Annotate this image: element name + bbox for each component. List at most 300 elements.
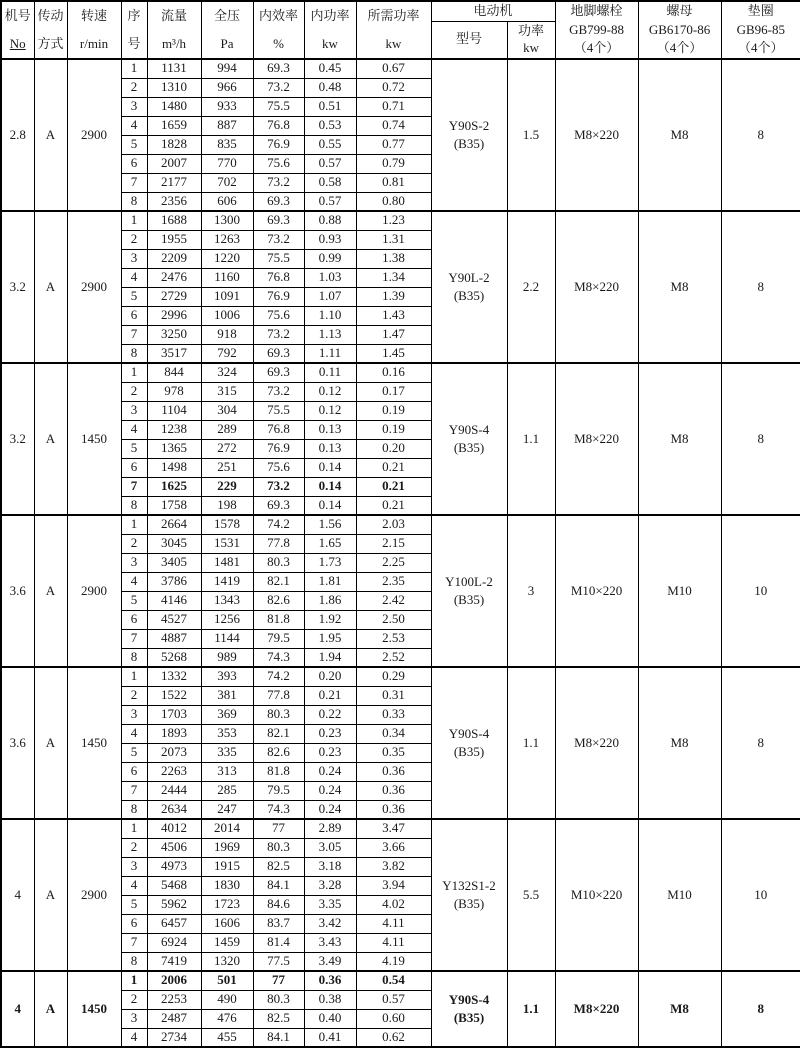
required-power-cell: 0.19 [356, 401, 431, 420]
internal-power-cell: 3.28 [304, 876, 356, 895]
required-power-cell: 1.45 [356, 344, 431, 363]
pressure-cell: 353 [201, 724, 253, 743]
internal-power-cell: 3.18 [304, 857, 356, 876]
internal-power-cell: 0.24 [304, 800, 356, 819]
header-motor-group: 电动机 [431, 1, 555, 21]
nut-cell: M8 [638, 59, 721, 211]
table-header [1, 1, 800, 59]
seq-cell: 6 [121, 154, 147, 173]
required-power-cell: 0.36 [356, 781, 431, 800]
washer-cell: 8 [721, 211, 800, 363]
required-power-cell: 0.72 [356, 78, 431, 97]
seq-cell: 2 [121, 990, 147, 1009]
pressure-cell: 918 [201, 325, 253, 344]
required-power-cell: 0.21 [356, 477, 431, 496]
required-power-cell: 4.19 [356, 952, 431, 971]
seq-cell: 6 [121, 458, 147, 477]
flow-cell: 1238 [147, 420, 201, 439]
efficiency-cell: 73.2 [253, 78, 304, 97]
flow-cell: 2356 [147, 192, 201, 211]
efficiency-cell: 82.1 [253, 572, 304, 591]
required-power-cell: 0.71 [356, 97, 431, 116]
seq-cell: 1 [121, 211, 147, 230]
nut-cell: M8 [638, 363, 721, 515]
nut-cell: M10 [638, 515, 721, 667]
internal-power-cell: 1.13 [304, 325, 356, 344]
header-motor-model: 型号 [431, 21, 507, 59]
required-power-cell: 0.34 [356, 724, 431, 743]
motor-model-cell [431, 971, 507, 1047]
pressure-cell: 2014 [201, 819, 253, 838]
flow-cell: 1828 [147, 135, 201, 154]
flow-cell: 2006 [147, 971, 201, 990]
seq-cell: 6 [121, 914, 147, 933]
pressure-cell: 476 [201, 1009, 253, 1028]
efficiency-cell: 84.1 [253, 1028, 304, 1047]
internal-power-cell: 0.20 [304, 667, 356, 686]
flow-cell: 844 [147, 363, 201, 382]
efficiency-cell: 82.1 [253, 724, 304, 743]
motor-model-text: Y100L-2 [445, 573, 493, 589]
efficiency-cell: 73.2 [253, 325, 304, 344]
table-row [1, 515, 800, 534]
pressure-cell: 1160 [201, 268, 253, 287]
efficiency-cell: 74.3 [253, 648, 304, 667]
flow-cell: 3250 [147, 325, 201, 344]
header-pressure: 全压 Pa [201, 1, 253, 59]
internal-power-cell: 0.14 [304, 458, 356, 477]
flow-cell: 4146 [147, 591, 201, 610]
pressure-cell: 1969 [201, 838, 253, 857]
internal-power-cell: 0.12 [304, 382, 356, 401]
pressure-cell: 1531 [201, 534, 253, 553]
table-row [1, 59, 800, 78]
efficiency-cell: 75.5 [253, 401, 304, 420]
flow-cell: 5268 [147, 648, 201, 667]
motor-frame-text: (B35) [453, 592, 485, 607]
seq-cell: 7 [121, 933, 147, 952]
table-row [1, 667, 800, 686]
bolt-cell: M8×220 [555, 971, 638, 1047]
internal-power-cell: 1.94 [304, 648, 356, 667]
seq-cell: 5 [121, 439, 147, 458]
internal-power-cell: 0.23 [304, 743, 356, 762]
required-power-cell: 1.34 [356, 268, 431, 287]
motor-model-cell [431, 667, 507, 819]
flow-cell: 1131 [147, 59, 201, 78]
internal-power-cell: 0.45 [304, 59, 356, 78]
pressure-cell: 606 [201, 192, 253, 211]
seq-cell: 2 [121, 838, 147, 857]
bolt-cell: M8×220 [555, 211, 638, 363]
required-power-cell: 4.02 [356, 895, 431, 914]
seq-cell: 7 [121, 781, 147, 800]
efficiency-cell: 76.8 [253, 116, 304, 135]
seq-cell: 4 [121, 420, 147, 439]
pressure-cell: 393 [201, 667, 253, 686]
required-power-cell: 0.21 [356, 496, 431, 515]
seq-cell: 3 [121, 857, 147, 876]
motor-frame-text: (B35) [453, 288, 485, 303]
seq-cell: 5 [121, 135, 147, 154]
pressure-cell: 702 [201, 173, 253, 192]
seq-cell: 3 [121, 553, 147, 572]
efficiency-cell: 76.9 [253, 439, 304, 458]
required-power-cell: 1.38 [356, 249, 431, 268]
internal-power-cell: 0.57 [304, 192, 356, 211]
required-power-cell: 2.03 [356, 515, 431, 534]
motor-model-cell [431, 819, 507, 971]
efficiency-cell: 76.8 [253, 268, 304, 287]
seq-cell: 2 [121, 230, 147, 249]
efficiency-cell: 83.7 [253, 914, 304, 933]
flow-cell: 2996 [147, 306, 201, 325]
seq-cell: 6 [121, 610, 147, 629]
required-power-cell: 0.81 [356, 173, 431, 192]
efficiency-cell: 73.2 [253, 230, 304, 249]
bolt-cell: M8×220 [555, 59, 638, 211]
seq-cell: 3 [121, 1009, 147, 1028]
seq-cell: 3 [121, 97, 147, 116]
pressure-cell: 1256 [201, 610, 253, 629]
internal-power-cell: 1.07 [304, 287, 356, 306]
washer-cell: 8 [721, 667, 800, 819]
seq-cell: 5 [121, 895, 147, 914]
pressure-cell: 272 [201, 439, 253, 458]
required-power-cell: 0.19 [356, 420, 431, 439]
speed-cell: 1450 [67, 667, 121, 819]
drive-type-cell: A [34, 819, 67, 971]
drive-type-cell: A [34, 59, 67, 211]
efficiency-cell: 82.5 [253, 1009, 304, 1028]
pressure-cell: 1830 [201, 876, 253, 895]
seq-cell: 7 [121, 325, 147, 344]
nut-cell: M10 [638, 819, 721, 971]
required-power-cell: 2.42 [356, 591, 431, 610]
pressure-cell: 770 [201, 154, 253, 173]
pressure-cell: 335 [201, 743, 253, 762]
motor-model-cell [431, 515, 507, 667]
internal-power-cell: 0.36 [304, 971, 356, 990]
machine-no-cell: 2.8 [1, 59, 34, 211]
efficiency-cell: 69.3 [253, 192, 304, 211]
table-row [1, 971, 800, 990]
drive-type-cell: A [34, 971, 67, 1047]
seq-cell: 8 [121, 496, 147, 515]
pressure-cell: 1481 [201, 553, 253, 572]
header-speed: 转速 r/min [67, 1, 121, 59]
efficiency-cell: 77.8 [253, 534, 304, 553]
required-power-cell: 4.11 [356, 933, 431, 952]
efficiency-cell: 73.2 [253, 173, 304, 192]
required-power-cell: 0.67 [356, 59, 431, 78]
flow-cell: 3517 [147, 344, 201, 363]
efficiency-cell: 84.1 [253, 876, 304, 895]
internal-power-cell: 0.57 [304, 154, 356, 173]
pressure-cell: 198 [201, 496, 253, 515]
flow-cell: 2007 [147, 154, 201, 173]
seq-cell: 2 [121, 78, 147, 97]
internal-power-cell: 1.86 [304, 591, 356, 610]
internal-power-cell: 0.13 [304, 439, 356, 458]
flow-cell: 7419 [147, 952, 201, 971]
pressure-cell: 455 [201, 1028, 253, 1047]
flow-cell: 1893 [147, 724, 201, 743]
required-power-cell: 0.17 [356, 382, 431, 401]
motor-model-text: Y90S-2 [448, 117, 490, 133]
internal-power-cell: 1.65 [304, 534, 356, 553]
seq-cell: 2 [121, 534, 147, 553]
nut-cell: M8 [638, 971, 721, 1047]
required-power-cell: 2.25 [356, 553, 431, 572]
seq-cell: 2 [121, 382, 147, 401]
motor-power-cell: 3 [507, 515, 555, 667]
pressure-cell: 887 [201, 116, 253, 135]
speed-cell: 1450 [67, 971, 121, 1047]
seq-cell: 8 [121, 344, 147, 363]
flow-cell: 4973 [147, 857, 201, 876]
pressure-cell: 933 [201, 97, 253, 116]
efficiency-cell: 79.5 [253, 629, 304, 648]
efficiency-cell: 73.2 [253, 382, 304, 401]
motor-power-cell: 1.5 [507, 59, 555, 211]
seq-cell: 3 [121, 401, 147, 420]
required-power-cell: 0.36 [356, 762, 431, 781]
pressure-cell: 285 [201, 781, 253, 800]
pressure-cell: 251 [201, 458, 253, 477]
required-power-cell: 1.43 [356, 306, 431, 325]
internal-power-cell: 0.14 [304, 477, 356, 496]
drive-type-cell: A [34, 515, 67, 667]
seq-cell: 2 [121, 686, 147, 705]
efficiency-cell: 69.3 [253, 344, 304, 363]
flow-cell: 2734 [147, 1028, 201, 1047]
required-power-cell: 0.54 [356, 971, 431, 990]
header-required-power: 所需功率 kw [356, 1, 431, 59]
required-power-cell: 1.23 [356, 211, 431, 230]
internal-power-cell: 3.49 [304, 952, 356, 971]
washer-cell: 8 [721, 59, 800, 211]
efficiency-cell: 75.6 [253, 306, 304, 325]
required-power-cell: 2.50 [356, 610, 431, 629]
motor-frame-text: (B35) [453, 1010, 485, 1025]
efficiency-cell: 80.3 [253, 705, 304, 724]
efficiency-cell: 75.5 [253, 249, 304, 268]
efficiency-cell: 69.3 [253, 363, 304, 382]
internal-power-cell: 0.41 [304, 1028, 356, 1047]
seq-cell: 3 [121, 249, 147, 268]
internal-power-cell: 0.13 [304, 420, 356, 439]
seq-cell: 8 [121, 800, 147, 819]
flow-cell: 1703 [147, 705, 201, 724]
machine-no-cell: 4 [1, 971, 34, 1047]
machine-no-cell: 3.2 [1, 211, 34, 363]
internal-power-cell: 3.05 [304, 838, 356, 857]
pressure-cell: 1320 [201, 952, 253, 971]
internal-power-cell: 0.58 [304, 173, 356, 192]
pressure-cell: 247 [201, 800, 253, 819]
pressure-cell: 1419 [201, 572, 253, 591]
pressure-cell: 324 [201, 363, 253, 382]
internal-power-cell: 3.43 [304, 933, 356, 952]
efficiency-cell: 75.5 [253, 97, 304, 116]
seq-cell: 1 [121, 59, 147, 78]
efficiency-cell: 84.6 [253, 895, 304, 914]
flow-cell: 6924 [147, 933, 201, 952]
machine-no-cell: 3.2 [1, 363, 34, 515]
efficiency-cell: 82.6 [253, 743, 304, 762]
flow-cell: 2476 [147, 268, 201, 287]
pressure-cell: 1006 [201, 306, 253, 325]
required-power-cell: 0.77 [356, 135, 431, 154]
flow-cell: 1310 [147, 78, 201, 97]
seq-cell: 7 [121, 173, 147, 192]
motor-model-text: Y90S-4 [448, 991, 490, 1007]
required-power-cell: 0.74 [356, 116, 431, 135]
efficiency-cell: 69.3 [253, 211, 304, 230]
efficiency-cell: 69.3 [253, 496, 304, 515]
motor-frame-text: (B35) [453, 136, 485, 151]
speed-cell: 2900 [67, 59, 121, 211]
speed-cell: 2900 [67, 211, 121, 363]
flow-cell: 3786 [147, 572, 201, 591]
required-power-cell: 0.80 [356, 192, 431, 211]
motor-model-cell [431, 363, 507, 515]
required-power-cell: 3.94 [356, 876, 431, 895]
flow-cell: 2729 [147, 287, 201, 306]
header-drive-type: 传动 方式 [34, 1, 67, 59]
internal-power-cell: 0.24 [304, 762, 356, 781]
internal-power-cell: 0.23 [304, 724, 356, 743]
pressure-cell: 1606 [201, 914, 253, 933]
drive-type-cell: A [34, 363, 67, 515]
pressure-cell: 304 [201, 401, 253, 420]
internal-power-cell: 0.99 [304, 249, 356, 268]
required-power-cell: 0.16 [356, 363, 431, 382]
header-efficiency: 内效率 % [253, 1, 304, 59]
efficiency-cell: 76.8 [253, 420, 304, 439]
seq-cell: 8 [121, 648, 147, 667]
pressure-cell: 994 [201, 59, 253, 78]
speed-cell: 2900 [67, 515, 121, 667]
efficiency-cell: 77.5 [253, 952, 304, 971]
seq-cell: 7 [121, 477, 147, 496]
internal-power-cell: 1.73 [304, 553, 356, 572]
table-row [1, 211, 800, 230]
flow-cell: 3045 [147, 534, 201, 553]
flow-cell: 1758 [147, 496, 201, 515]
pressure-cell: 369 [201, 705, 253, 724]
internal-power-cell: 0.22 [304, 705, 356, 724]
header-nut: 螺母 GB6170-86 （4个） [638, 1, 721, 59]
pressure-cell: 966 [201, 78, 253, 97]
flow-cell: 1659 [147, 116, 201, 135]
efficiency-cell: 81.8 [253, 610, 304, 629]
seq-cell: 4 [121, 1028, 147, 1047]
seq-cell: 4 [121, 724, 147, 743]
flow-cell: 2073 [147, 743, 201, 762]
efficiency-cell: 80.3 [253, 838, 304, 857]
pressure-cell: 315 [201, 382, 253, 401]
nut-cell: M8 [638, 211, 721, 363]
internal-power-cell: 1.10 [304, 306, 356, 325]
seq-cell: 4 [121, 268, 147, 287]
internal-power-cell: 1.92 [304, 610, 356, 629]
motor-power-cell: 1.1 [507, 971, 555, 1047]
header-motor-power: 功率 kw [507, 21, 555, 59]
flow-cell: 5962 [147, 895, 201, 914]
internal-power-cell: 0.88 [304, 211, 356, 230]
flow-cell: 1332 [147, 667, 201, 686]
pressure-cell: 229 [201, 477, 253, 496]
flow-cell: 4506 [147, 838, 201, 857]
efficiency-cell: 69.3 [253, 59, 304, 78]
seq-cell: 8 [121, 952, 147, 971]
required-power-cell: 0.36 [356, 800, 431, 819]
required-power-cell: 0.35 [356, 743, 431, 762]
efficiency-cell: 74.3 [253, 800, 304, 819]
seq-cell: 5 [121, 743, 147, 762]
seq-cell: 1 [121, 819, 147, 838]
pressure-cell: 381 [201, 686, 253, 705]
flow-cell: 2177 [147, 173, 201, 192]
motor-model-text: Y132S1-2 [442, 877, 496, 893]
pressure-cell: 835 [201, 135, 253, 154]
internal-power-cell: 0.40 [304, 1009, 356, 1028]
flow-cell: 3405 [147, 553, 201, 572]
pressure-cell: 1263 [201, 230, 253, 249]
efficiency-cell: 74.2 [253, 515, 304, 534]
bolt-cell: M8×220 [555, 363, 638, 515]
pressure-cell: 1343 [201, 591, 253, 610]
machine-no-cell: 4 [1, 819, 34, 971]
flow-cell: 2263 [147, 762, 201, 781]
required-power-cell: 0.79 [356, 154, 431, 173]
header-seq: 序 号 [121, 1, 147, 59]
efficiency-cell: 77 [253, 819, 304, 838]
required-power-cell: 0.31 [356, 686, 431, 705]
required-power-cell: 0.29 [356, 667, 431, 686]
required-power-cell: 1.39 [356, 287, 431, 306]
motor-power-cell: 2.2 [507, 211, 555, 363]
internal-power-cell: 0.24 [304, 781, 356, 800]
flow-cell: 1365 [147, 439, 201, 458]
seq-cell: 5 [121, 287, 147, 306]
washer-cell: 10 [721, 819, 800, 971]
required-power-cell: 0.21 [356, 458, 431, 477]
pressure-cell: 1578 [201, 515, 253, 534]
required-power-cell: 2.15 [356, 534, 431, 553]
motor-power-cell: 1.1 [507, 363, 555, 515]
motor-model-cell [431, 59, 507, 211]
bolt-cell: M10×220 [555, 515, 638, 667]
required-power-cell: 0.57 [356, 990, 431, 1009]
required-power-cell: 1.31 [356, 230, 431, 249]
table-body [1, 59, 800, 1047]
required-power-cell: 2.53 [356, 629, 431, 648]
header-internal-power: 内功率 kw [304, 1, 356, 59]
required-power-cell: 2.35 [356, 572, 431, 591]
seq-cell: 1 [121, 363, 147, 382]
seq-cell: 6 [121, 306, 147, 325]
efficiency-cell: 81.8 [253, 762, 304, 781]
required-power-cell: 0.20 [356, 439, 431, 458]
speed-cell: 1450 [67, 363, 121, 515]
pressure-cell: 1220 [201, 249, 253, 268]
washer-cell: 8 [721, 971, 800, 1047]
pressure-cell: 501 [201, 971, 253, 990]
seq-cell: 4 [121, 572, 147, 591]
